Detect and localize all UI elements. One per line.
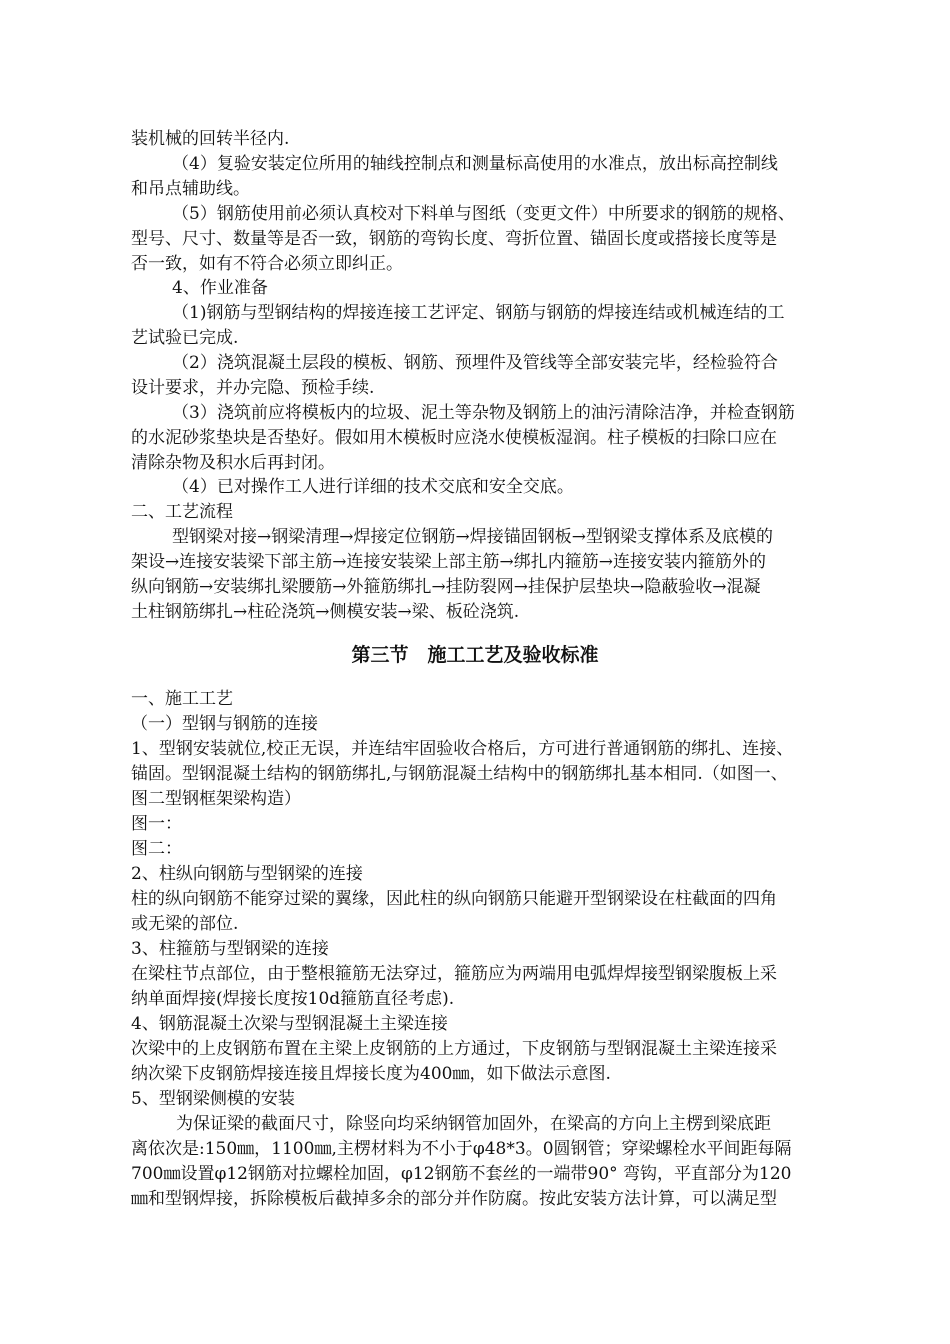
text-line: 柱的纵向钢筋不能穿过梁的翼缘，因此柱的纵向钢筋只能避开型钢梁设在柱截面的四角 — [131, 889, 777, 909]
text-line: 清除杂物及积水后再封闭。 — [131, 453, 335, 473]
text-line: 装机械的回转半径内. — [131, 129, 290, 149]
figure-label: 图一： — [131, 814, 182, 834]
text-line: 型钢梁对接→钢梁清理→焊接定位钢筋→焊接锚固钢板→型钢梁支撑体系及底模的 — [172, 527, 773, 547]
subsection-heading: 4、作业准备 — [172, 278, 268, 298]
text-line: （4）已对操作工人进行详细的技术交底和安全交底。 — [172, 477, 574, 497]
text-line: 否一致，如有不符合必须立即纠正。 — [131, 254, 403, 274]
text-line: （1)钢筋与型钢结构的焊接连接工艺评定、钢筋与钢筋的焊接连结或机械连结的工 — [172, 303, 785, 323]
text-line: 离依次是:150㎜，1100㎜,主楞材料为不小于φ48*3。0圆钢管；穿梁螺栓水平间距每隔 — [131, 1139, 792, 1159]
text-line: 纳次梁下皮钢筋焊接连接且焊接长度为400㎜，如下做法示意图. — [131, 1064, 611, 1084]
subsection-heading: 一、施工工艺 — [131, 689, 233, 709]
text-line: 图二型钢框架梁构造） — [131, 789, 301, 809]
text-line: ㎜和型钢焊接，拆除模板后截掉多余的部分并作防腐。按此安装方法计算，可以满足型 — [131, 1189, 777, 1209]
text-line: 在梁柱节点部位，由于整根箍筋无法穿过，箍筋应为两端用电弧焊焊接型钢梁腹板上采 — [131, 964, 777, 984]
text-line: 锚固。型钢混凝土结构的钢筋绑扎,与钢筋混凝土结构中的钢筋绑扎基本相同.（如图一、 — [131, 764, 788, 784]
subsection-heading: 2、柱纵向钢筋与型钢梁的连接 — [131, 864, 363, 884]
text-line: 或无梁的部位. — [131, 914, 239, 934]
subsection-heading: 二、工艺流程 — [131, 502, 233, 522]
subsection-heading: 4、钢筋混凝土次梁与型钢混凝土主梁连接 — [131, 1014, 448, 1034]
text-line: （4）复验安装定位所用的轴线控制点和测量标高使用的水准点，放出标高控制线 — [172, 154, 778, 174]
text-line: 艺试验已完成. — [131, 328, 239, 348]
section-title: 第三节 施工工艺及验收标准 — [351, 644, 599, 666]
figure-label: 图二： — [131, 839, 182, 859]
text-line: 架设→连接安装梁下部主筋→连接安装梁上部主筋→绑扎内箍筋→连接安装内箍筋外的 — [131, 552, 766, 572]
subsection-heading: （一）型钢与钢筋的连接 — [131, 714, 318, 734]
text-line: 设计要求，并办完隐、预检手续. — [131, 378, 375, 398]
text-line: 土柱钢筋绑扎→柱砼浇筑→侧模安装→梁、板砼浇筑. — [131, 602, 520, 622]
text-line: 为保证梁的截面尺寸，除竖向均采纳钢管加固外，在梁高的方向上主楞到梁底距 — [176, 1114, 771, 1134]
text-line: 型号、尺寸、数量等是否一致，钢筋的弯钩长度、弯折位置、锚固长度或搭接长度等是 — [131, 229, 777, 249]
text-line: 纵向钢筋→安装绑扎梁腰筋→外箍筋绑扎→挂防裂网→挂保护层垫块→隐蔽验收→混凝 — [131, 577, 761, 597]
text-line: （5）钢筋使用前必须认真校对下料单与图纸（变更文件）中所要求的钢筋的规格、 — [172, 204, 795, 224]
text-line: 次梁中的上皮钢筋布置在主梁上皮钢筋的上方通过，下皮钢筋与型钢混凝土主梁连接采 — [131, 1039, 777, 1059]
text-line: 和吊点辅助线。 — [131, 179, 250, 199]
text-line: 纳单面焊接(焊接长度按10d箍筋直径考虑). — [131, 989, 455, 1009]
text-line: （2）浇筑混凝土层段的模板、钢筋、预埋件及管线等全部安装完毕，经检验符合 — [172, 353, 778, 373]
text-line: 的水泥砂浆垫块是否垫好。假如用木模板时应浇水使模板湿润。柱子模板的扫除口应在 — [131, 428, 777, 448]
text-line: 1、型钢安装就位,校正无误，并连结牢固验收合格后，方可进行普通钢筋的绑扎、连接、 — [131, 739, 794, 759]
text-line: 700㎜设置φ12钢筋对拉螺栓加固，φ12钢筋不套丝的一端带90° 弯钩，平直部分为120 — [131, 1164, 792, 1184]
subsection-heading: 5、型钢梁侧模的安装 — [131, 1089, 295, 1109]
subsection-heading: 3、柱箍筋与型钢梁的连接 — [131, 939, 329, 959]
text-line: （3）浇筑前应将模板内的垃圾、泥土等杂物及钢筋上的油污清除洁净，并检查钢筋 — [172, 403, 795, 423]
